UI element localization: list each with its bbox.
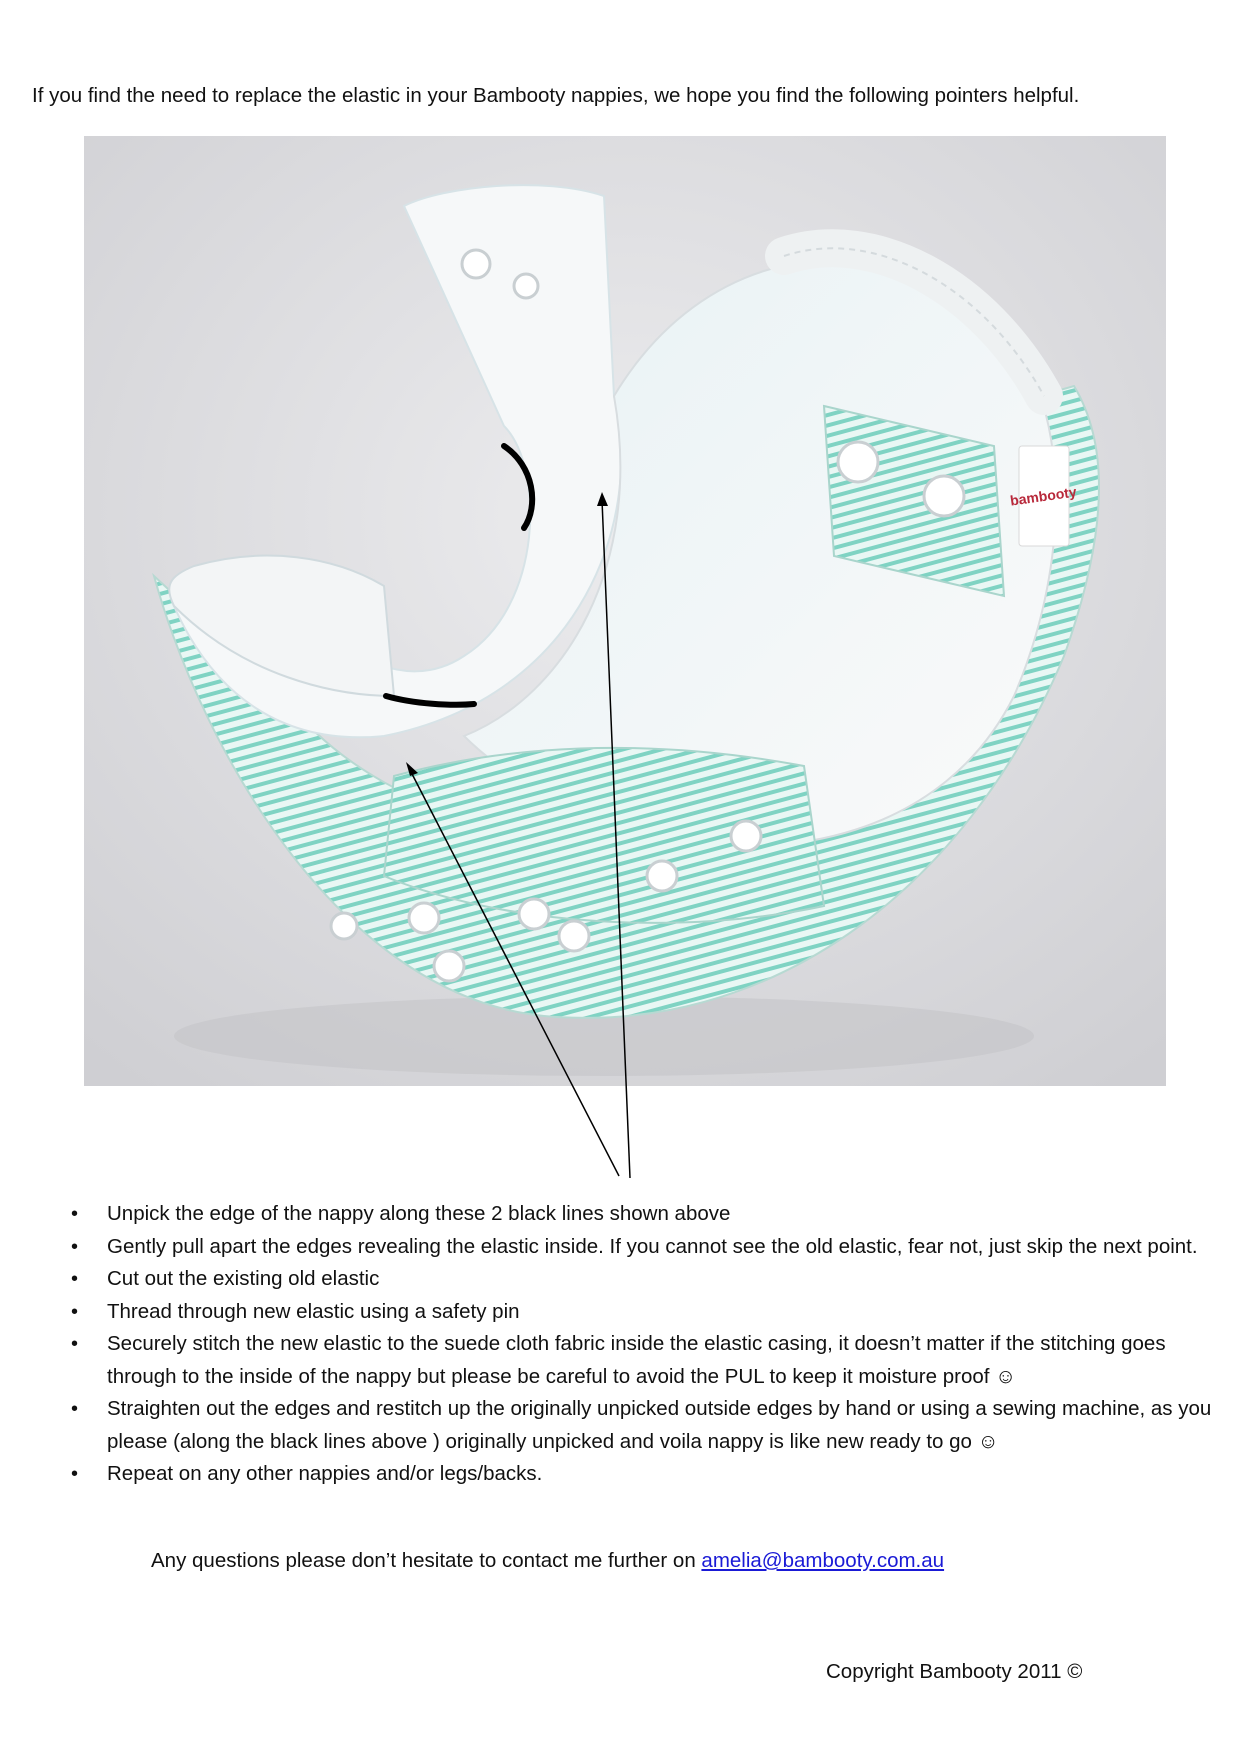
- step-text: Gently pull apart the edges revealing the elastic inside. If you cannot see the old elastic, fear not, just skip the next point.: [107, 1234, 1198, 1258]
- bullet: •: [71, 1268, 79, 1290]
- list-item: [60, 1458, 1220, 1491]
- contact-text: Any questions please don’t hesitate to contact me further on: [151, 1549, 702, 1572]
- step-text: Repeat on any other nappies and/or legs/backs.: [107, 1462, 543, 1485]
- list-item: [60, 1393, 1220, 1458]
- contact-line: [151, 1547, 944, 1575]
- step-text: Cut out the existing old elastic: [107, 1267, 380, 1290]
- list-item: [60, 1328, 1220, 1393]
- list-item: [60, 1231, 1220, 1264]
- bullet: •: [71, 1333, 79, 1355]
- list-item: [60, 1198, 1220, 1231]
- brand-label-text: bambooty: [1009, 483, 1078, 509]
- bullet: •: [71, 1235, 79, 1258]
- bullet: •: [71, 1398, 79, 1420]
- intro-text: If you find the need to replace the elastic in your Bambooty nappies, we hope you find the following pointers helpful.: [32, 84, 1080, 107]
- bullet: •: [71, 1203, 79, 1225]
- step-text: Unpick the edge of the nappy along these 2 black lines shown above: [107, 1202, 731, 1225]
- list-item: [60, 1263, 1220, 1296]
- instruction-list: [60, 1198, 1220, 1491]
- copyright-text: Copyright Bambooty 2011 ©: [826, 1660, 1083, 1683]
- bullet: •: [71, 1300, 79, 1323]
- nappy-photo: [84, 136, 1166, 1086]
- step-text: Securely stitch the new elastic to the suede cloth fabric inside the elastic casing, it doesn’t matter if the stitching goes through to the inside of the nappy but please be careful to avoid the PUL to keep it moisture proof ☺: [107, 1332, 1166, 1388]
- step-text: Straighten out the edges and restitch up the originally unpicked outside edges by hand or using a sewing machine, as you please (along the black lines above ) originally unpicked and voila nappy is like new ready to go ☺: [107, 1397, 1212, 1453]
- list-item: [60, 1296, 1220, 1329]
- bullet: •: [71, 1463, 79, 1485]
- step-text: Thread through new elastic using a safety pin: [107, 1299, 520, 1323]
- email-link[interactable]: amelia@bambooty.com.au: [701, 1549, 945, 1572]
